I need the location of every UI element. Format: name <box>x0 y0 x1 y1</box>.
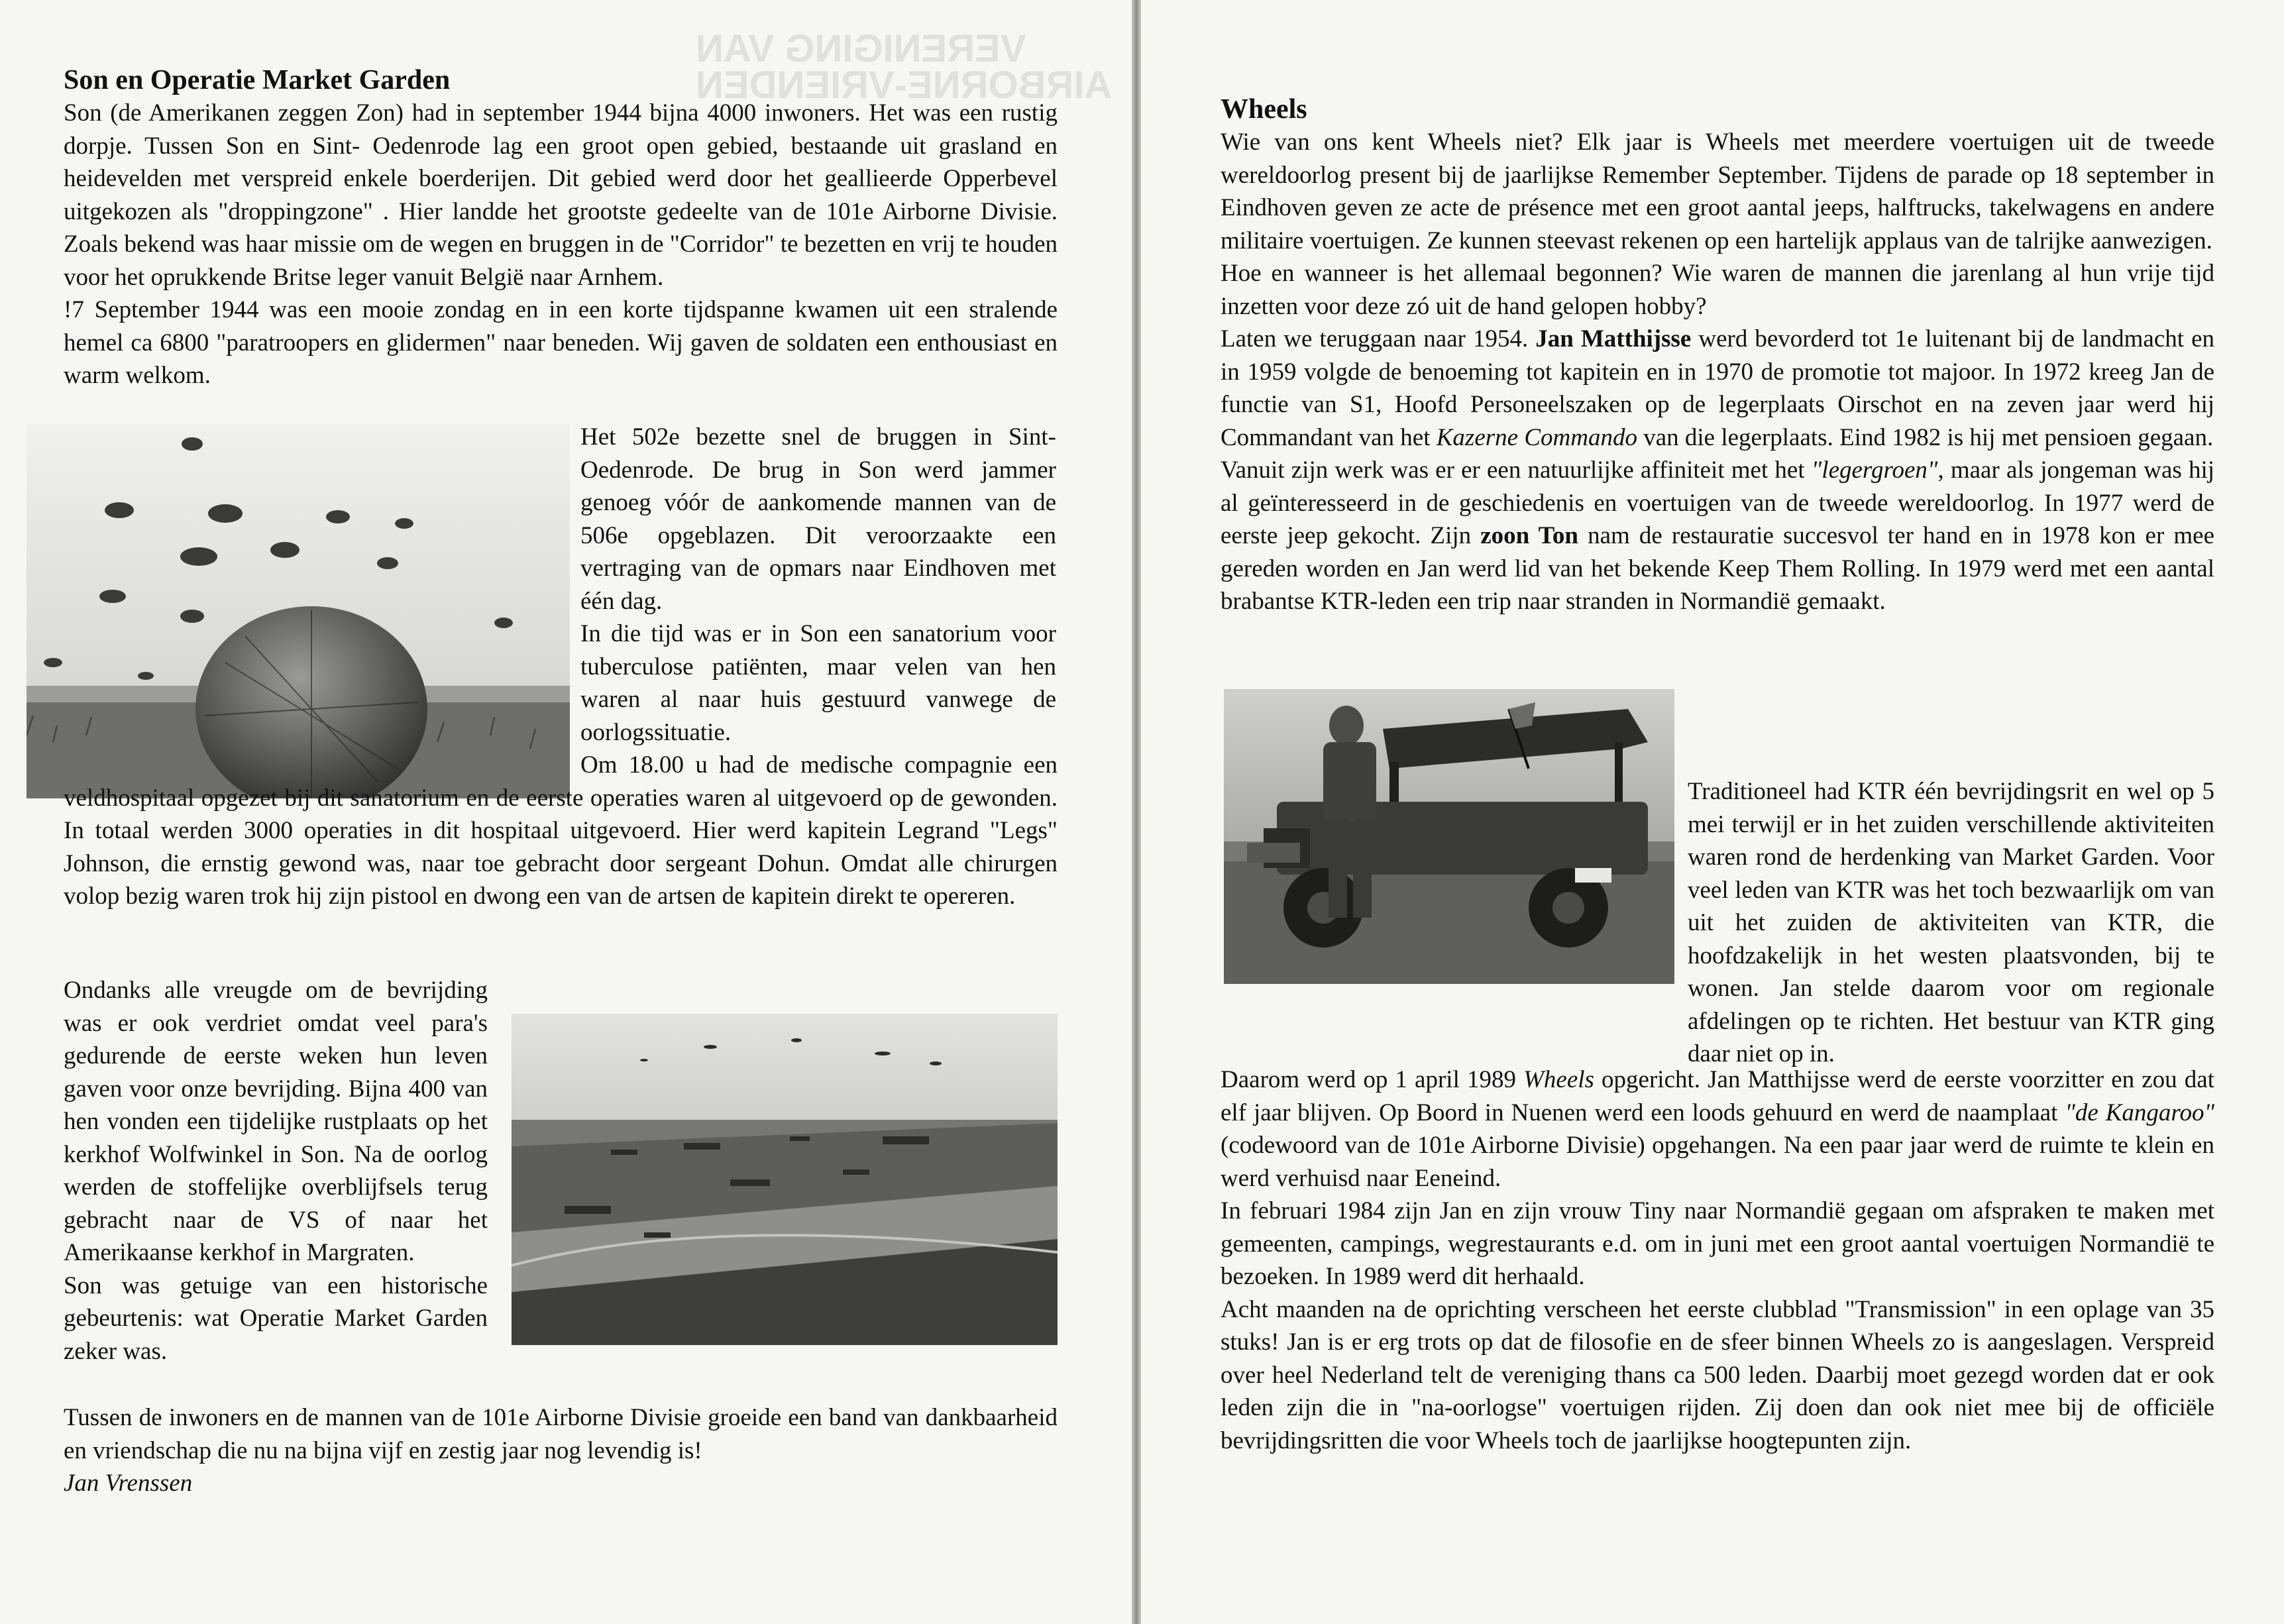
right-article-column-text <box>1688 775 2214 1070</box>
left-article-bottom-column <box>64 974 488 1368</box>
text-run: werd bevorderd tot 1e luitenant bij de landmacht en in 1959 volgde de benoeming tot kapitein en in 1970 de promotie tot majoor. In 1972 kreeg Jan de functie van S1, Hoofd Personeelszaken op de legerplaats Oirschot en na zeven jaar werd hij Commandant van het <box>1221 325 2214 451</box>
aerial-landing-zone-photo <box>512 1014 1058 1345</box>
paragraph: Hoe en wanneer is het allemaal begonnen? Wie waren de mannen die jarenlang al hun vrije tijd inzetten voor deze zó uit de hand gelopen hobby? <box>1221 260 2214 320</box>
text-run: (codewoord van de 101e Airborne Divisie) opgehangen. Na een paar jaar werd de ruimte te klein en werd verhuisd naar Eeneind. <box>1221 1132 2214 1192</box>
article-title-son: Son en Operatie Market Garden <box>64 65 451 95</box>
page-gutter <box>1132 0 1141 1624</box>
text-run: Laten we teruggaan naar 1954. <box>1221 325 1536 352</box>
right-article-column <box>1688 689 2214 722</box>
paragraph: In februari 1984 zijn Jan en zijn vrouw Tiny naar Normandië gegaan om afspraken te maken met gemeenten, campings, wegrestaurants e.d. om in juni met een groot aantal voertuigen Normandië te bezoeken. In 1989 werd dit herhaald. <box>1221 1197 2214 1290</box>
author-signature: Jan Vrenssen <box>64 1470 193 1497</box>
text-run: Vanuit zijn werk was er er een natuurlijke affiniteit met het <box>1221 457 1812 484</box>
left-article-column <box>580 421 1056 749</box>
paragraph: Om 18.00 u had de medische compagnie een veldhospitaal opgezet bij dit sanatorium en de eerste operaties waren al uitgevoerd op de gewonden. In totaal werden 3000 operaties in dit hospitaal uitgevoerd. Hier werd kapitein Legrand "Legs" Johnson, die ernstig gewond was, naar toe gebracht door sergeant Dohun. Omdat alle chirurgen volop bezig waren trok hij zijn pistool en dwong een van de artsen de kapitein direkt te opereren. <box>64 751 1058 910</box>
italic-term: Wheels <box>1523 1066 1594 1093</box>
paragraph: Tussen de inwoners en de mannen van de 101e Airborne Divisie groeide een band van dankbaarheid en vriendschap die nu na bijna vijf en zestig jaar nog levendig is! <box>64 1404 1058 1464</box>
right-article-bottom <box>1221 1063 2214 1457</box>
left-article-top <box>64 64 1058 392</box>
text-run: Daarom werd op 1 april 1989 <box>1221 1066 1524 1093</box>
bleed-through-title-2: AIRBORNE-VRIENDEN <box>696 64 1113 107</box>
paragraph-legergroen <box>1221 454 2214 618</box>
text-run: van die legerplaats. Eind 1982 is hij met pensioen gegaan. <box>1637 423 2214 451</box>
text-run: nam de restauratie succesvol ter hand en in 1978 kon er mee gereden worden en Jan werd lid van het bekende Keep Them Rolling. In 1979 werd met een aantal brabantse KTR-leden een trip naar stranden in Normandië gemaakt. <box>1221 522 2214 615</box>
right-article-top <box>1221 93 2214 618</box>
paragraph: Acht maanden na de oprichting verscheen het eerste clubblad "Transmission" in een oplage van 35 stuks! Jan is er erg trots op dat de filosofie en de sfeer binnen Wheels zo is aangeslagen. Verspreid over heel Nederland telt de vereniging thans ca 500 leden. Daarbij moet gezegd worden dat er ook leden zijn die in "na-oorlogse" voertuigen rijden. Zij doen dan ook niet mee bij de officiële bevrijdingsritten die voor Wheels toch de jaarlijkse hoogtepunten zijn. <box>1221 1295 2214 1454</box>
left-article-closing <box>64 1401 1058 1500</box>
paragraph: Traditioneel had KTR één bevrijdingsrit en wel op 5 mei terwijl er in het zuiden verschillende aktiviteiten waren rond de herdenking van Market Garden. Voor veel leden van KTR was het toch bezwaarlijk om van uit het zuiden de aktiviteiten van KTR, die hoofdzakelijk in het westen plaatsvonden, bij te wonen. Jan stelde daarom voor om regionale afdelingen op te richten. Het bestuur van KTR ging daar niet op in. <box>1688 778 2214 1067</box>
paragraph-wheels-founded <box>1221 1063 2214 1195</box>
paragraph: In die tijd was er in Son een sanatorium voor tuberculose patiënten, maar velen van hen waren al naar huis gestuurd vanwege de oorlogssituatie. <box>580 620 1056 746</box>
paragraph: Het 502e bezette snel de bruggen in Sint-Oedenrode. De brug in Son werd jammer genoeg vóór de aankomende mannen van de 506e opgeblazen. Dit veroorzaakte een vertraging van de opmars naar Eindhoven met één dag. <box>580 423 1056 615</box>
italic-term: Kazerne Commando <box>1436 423 1637 451</box>
right-page <box>1141 0 2284 1624</box>
bleed-through-title-1: VERENIGING VAN <box>696 27 1026 70</box>
paragraph: !7 September 1944 was een mooie zondag en in een korte tijdspanne kwamen uit een stralende hemel ca 6800 "paratroopers en glidermen" naar beneden. Wij gaven de soldaten een enthousiast en warm welkom. <box>64 296 1058 389</box>
paragraph: Ondanks alle vreugde om de bevrijding was er ook verdriet omdat veel para's gedurende de eerste weken hun leven gaven voor onze bevrijding. Bijna 400 van hen vonden een tijdelijke rustplaats op het kerkhof Wolfwinkel in Son. Na de oorlog werden de stoffelijke overblijfsels terug gebracht naar de VS of naar het Amerikaanse kerkhof in Margraten. <box>64 977 488 1266</box>
parachute-drop-photo <box>27 424 570 798</box>
paragraph: Son (de Amerikanen zeggen Zon) had in september 1944 bijna 4000 inwoners. Het was een rustig dorpje. Tussen Son en Sint- Oedenrode lag een groot open gebied, bestaande uit grasland en heidevelden met verspreid enkele boerderijen. Dit gebied werd door het geallieerde Opperbevel uitgekozen als "droppingzone" . Hier landde het grootste gedeelte van de 101e Airborne Divisie. Zoals bekend was haar missie om de wegen en bruggen in de "Corridor" te bezetten en vrij te houden voor het oprukkende Britse leger vanuit België naar Arnhem. <box>64 99 1058 291</box>
jeep-soldier-photo <box>1224 689 1674 984</box>
text-run: opgericht. Jan Matthijsse werd de eerste voorzitter en zou dat elf jaar blijven. Op Boord in Nuenen werd een loods gehuurd en werd de naamplaat <box>1221 1066 2214 1126</box>
paragraph-jan-matthijsse <box>1221 323 2214 454</box>
article-title-wheels: Wheels <box>1221 94 1307 125</box>
left-article-middle <box>64 749 1058 913</box>
paragraph: Wie van ons kent Wheels niet? Elk jaar is Wheels met meerdere voertuigen uit de tweede wereldoorlog present bij de jaarlijkse Remember September. Tijdens de parade op 18 september in Eindhoven geven ze acte de présence met een groot aantal jeeps, halftrucks, takelwagens en andere militaire voertuigen. Ze kunnen steevast rekenen op een hartelijk applaus van de talrijke aanwezigen. <box>1221 129 2214 254</box>
left-page <box>0 0 1132 1624</box>
bold-term: zoon Ton <box>1480 522 1579 549</box>
person-name: Jan Matthijsse <box>1535 325 1692 352</box>
text-run: , maar als jongeman was hij al geïnteresseerd in de geschiedenis en voertuigen van de tweede wereldoorlog. In 1977 werd de eerste jeep gekocht. Zijn <box>1221 457 2215 549</box>
paragraph: Son was getuige van een historische gebeurtenis: wat Operatie Market Garden zeker was. <box>64 1272 488 1365</box>
italic-term: "legergroen" <box>1811 457 1938 484</box>
italic-term: "de Kangaroo" <box>2065 1099 2214 1126</box>
